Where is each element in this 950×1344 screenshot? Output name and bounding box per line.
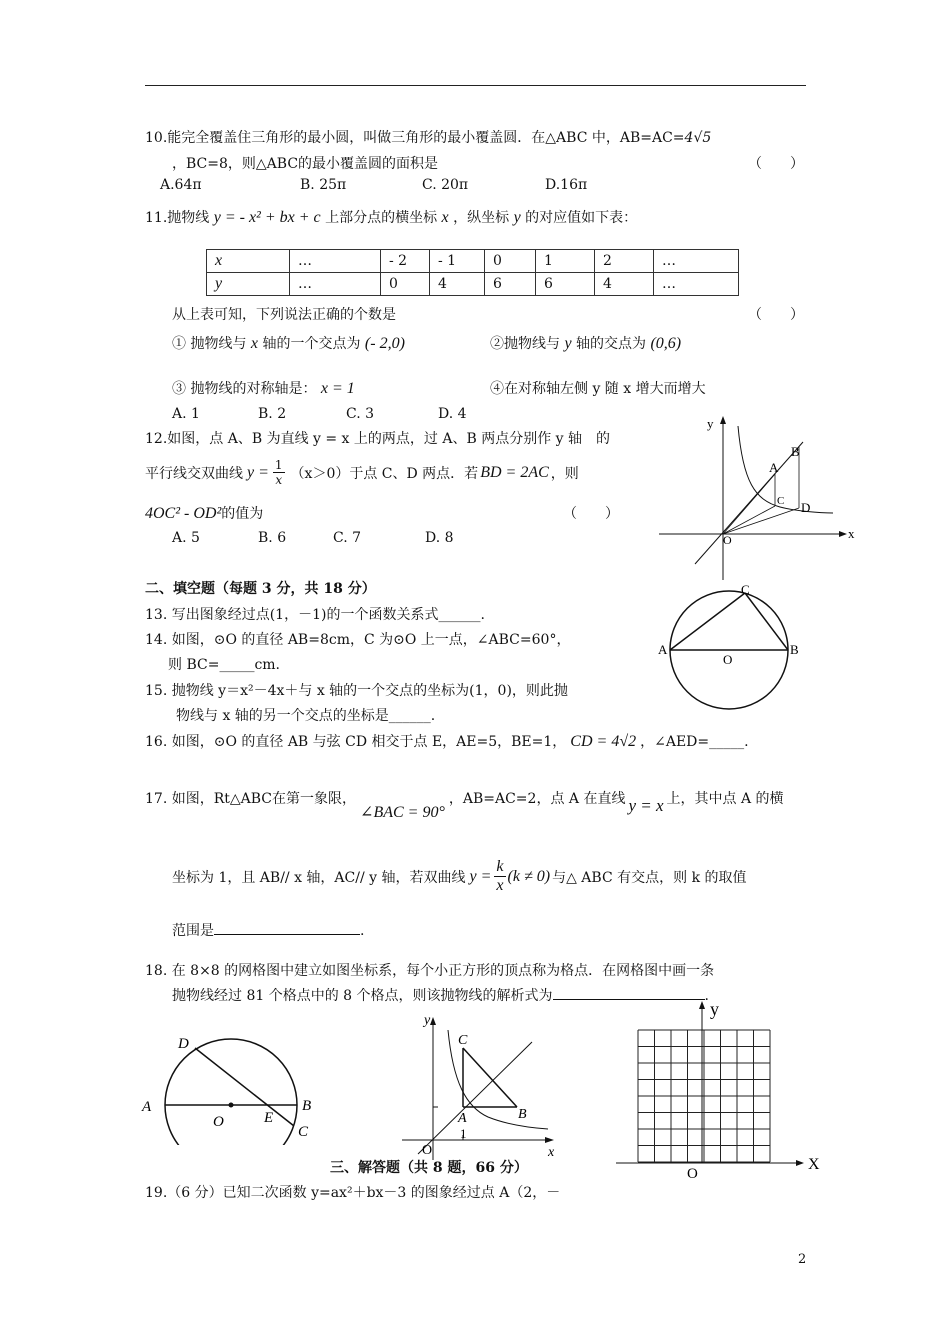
q14-line2: 则 BC=_____cm. xyxy=(168,657,281,673)
fig17-label: 1 xyxy=(460,1126,467,1141)
fig16-label: O xyxy=(213,1114,224,1130)
fig18-label: X xyxy=(808,1156,820,1173)
q15-line1: 15. 抛物线 y＝x²－4x＋与 x 轴的一个交点的坐标为(1，0)，则此抛 xyxy=(145,683,568,699)
fig12-label: C xyxy=(777,495,785,507)
q14-line1: 14. 如图，⊙O 的直径 AB=8cm，C 为⊙O 上一点，∠ABC=60°， xyxy=(145,632,571,648)
fig18-label: y xyxy=(710,999,719,1019)
fig17-triangle-diagram xyxy=(398,1012,563,1162)
fig16-label: B xyxy=(302,1098,312,1114)
fig14-label: C xyxy=(741,582,750,597)
fig12-label: x xyxy=(848,526,855,541)
q10-line1: 10.能完全覆盖住三角形的最小圆，叫做三角形的最小覆盖圆．在△ABC 中，AB=AC=4√5 xyxy=(145,130,712,146)
grid-lines xyxy=(638,1030,770,1162)
fig12-label: B xyxy=(791,444,800,459)
page-number: 2 xyxy=(798,1252,807,1267)
q17-fraction: $\frac{k}{x}$ xyxy=(496,858,504,894)
q10-root: 4√5 xyxy=(684,130,712,146)
q11-paren: （ ） xyxy=(748,307,804,323)
q17-answer-blank[interactable] xyxy=(214,934,360,935)
fig14-circle-diagram xyxy=(655,582,805,710)
q15-line2: 物线与 x 轴的另一个交点的坐标是______. xyxy=(176,708,436,724)
q11-stem: 11.抛物线 y = - x² + bx + c 上部分点的横坐标 x ，纵坐标 y 的对应值如下表： xyxy=(145,209,638,226)
table-row: x … - 2 - 1 0 1 2 … xyxy=(207,250,739,273)
q10-option-b: B. 25π xyxy=(300,177,347,193)
section2-title: 二、填空题（每题 3 分，共 18 分） xyxy=(145,581,376,597)
fig12-hyperbola-diagram xyxy=(655,412,865,582)
q18-line2: 抛物线经过 81 个格点中的 8 个格点，则该抛物线的解析式为 . xyxy=(172,988,709,1004)
q11-option-c: C. 3 xyxy=(346,406,375,422)
fig14-label: A xyxy=(658,642,668,657)
header-rule xyxy=(145,85,806,86)
q12-line1: 12.如图，点 A、B 为直线 y = x 上的两点，过 A、B 两点分别作 y 轴 的 xyxy=(145,431,611,447)
q16-line: 16. 如图，⊙O 的直径 AB 与弦 CD 相交于点 E，AE=5，BE=1， CD = 4√2 ，∠AED=_____. xyxy=(145,733,749,750)
fig16-label: C xyxy=(298,1124,309,1140)
table-row: y … 0 4 6 6 4 … xyxy=(207,273,739,296)
fig14-label: B xyxy=(790,642,799,657)
q10-option-d: D.16π xyxy=(545,177,588,193)
q13: 13. 写出图象经过点(1，－1)的一个函数关系式______. xyxy=(145,607,485,623)
q11-statement-2: ②抛物线与 y 轴的交点为 (0,6) xyxy=(490,335,682,352)
section3-title: 三、解答题（共 8 题，66 分） xyxy=(330,1160,528,1176)
q17-angle: ∠BAC = 90° xyxy=(360,804,445,821)
q12-option-c: C. 7 xyxy=(333,530,362,546)
q12-option-a: A. 5 xyxy=(172,530,200,546)
q10-paren: （ ） xyxy=(748,156,804,172)
q11-option-b: B. 2 xyxy=(258,406,287,422)
fig12-label: D xyxy=(801,500,811,515)
q12-paren: （ ） xyxy=(563,506,619,522)
fig16-circle-chord-diagram xyxy=(136,1030,326,1145)
q12-line3: 4OC² - OD²的值为 xyxy=(145,505,264,522)
q10-option-a: A.64π xyxy=(160,177,202,193)
q18-line1: 18. 在 8×8 的网格图中建立如图坐标系，每个小正方形的顶点称为格点．在网格图中画一条 xyxy=(145,963,715,979)
fig17-label: y xyxy=(424,1013,431,1028)
q19: 19.（6 分）已知二次函数 y=ax²＋bx－3 的图象经过点 A（2，－ xyxy=(145,1185,561,1201)
q12-line2: 平行线交双曲线 y = $\frac{1}{x}$ （x＞0）于点 C、D 两点．若 BD = 2AC ，则 xyxy=(145,458,579,487)
q11-formula: y = - x² + bx + c xyxy=(213,209,321,226)
q10-option-c: C. 20π xyxy=(422,177,469,193)
q11-statement-4: ④在对称轴左侧 y 随 x 增大而增大 xyxy=(490,381,706,397)
q11-option-d: D. 4 xyxy=(438,406,467,422)
fig12-label: O xyxy=(723,533,732,547)
q12-option-d: D. 8 xyxy=(425,530,454,546)
fig16-label: A xyxy=(142,1099,152,1115)
fig18-grid-diagram xyxy=(612,995,827,1180)
q17-line3: 范围是 . xyxy=(172,923,365,939)
q16-formula: CD = 4√2 xyxy=(570,733,637,750)
fig16-label: E xyxy=(264,1110,274,1126)
fig14-label: O xyxy=(723,652,733,667)
q10-line2: ，BC=8，则△ABC的最小覆盖圆的面积是 xyxy=(172,156,439,172)
fig16-label: D xyxy=(178,1036,189,1052)
q17-line2: 坐标为 1，且 AB// x 轴，AC// y 轴，若双曲线 y = $\frac{k}{x}$ (k ≠ 0) 与△ ABC 有交点，则 k 的取值 xyxy=(172,858,747,894)
fig17-label: B xyxy=(518,1107,527,1122)
q17-line1: 17. 如图，Rt△ABC在第一象限， ∠BAC = 90° ，AB=AC=2，点 A 在直线 y = x 上，其中点 A 的横 xyxy=(145,791,784,821)
q11-value-table xyxy=(206,249,739,296)
fig17-label: C xyxy=(458,1033,468,1048)
q17-line-eq: y = x xyxy=(628,796,664,815)
q12-fraction: $\frac{1}{x}$ xyxy=(274,458,283,487)
fig17-label: A xyxy=(458,1111,467,1126)
q11-statement-1: ① 抛物线与 x 轴的一个交点为 (- 2,0) xyxy=(172,335,405,352)
fig12-label: y xyxy=(707,416,714,431)
q11-option-a: A. 1 xyxy=(172,406,200,422)
fig17-label: x xyxy=(548,1145,555,1160)
fig18-label: O xyxy=(687,1166,698,1180)
q11-statement-3: ③ 抛物线的对称轴是： x = 1 xyxy=(172,380,355,397)
q11-prompt: 从上表可知，下列说法正确的个数是 xyxy=(172,307,396,323)
fig12-label: A xyxy=(769,460,779,475)
fig17-label: O xyxy=(422,1143,433,1158)
q12-option-b: B. 6 xyxy=(258,530,287,546)
